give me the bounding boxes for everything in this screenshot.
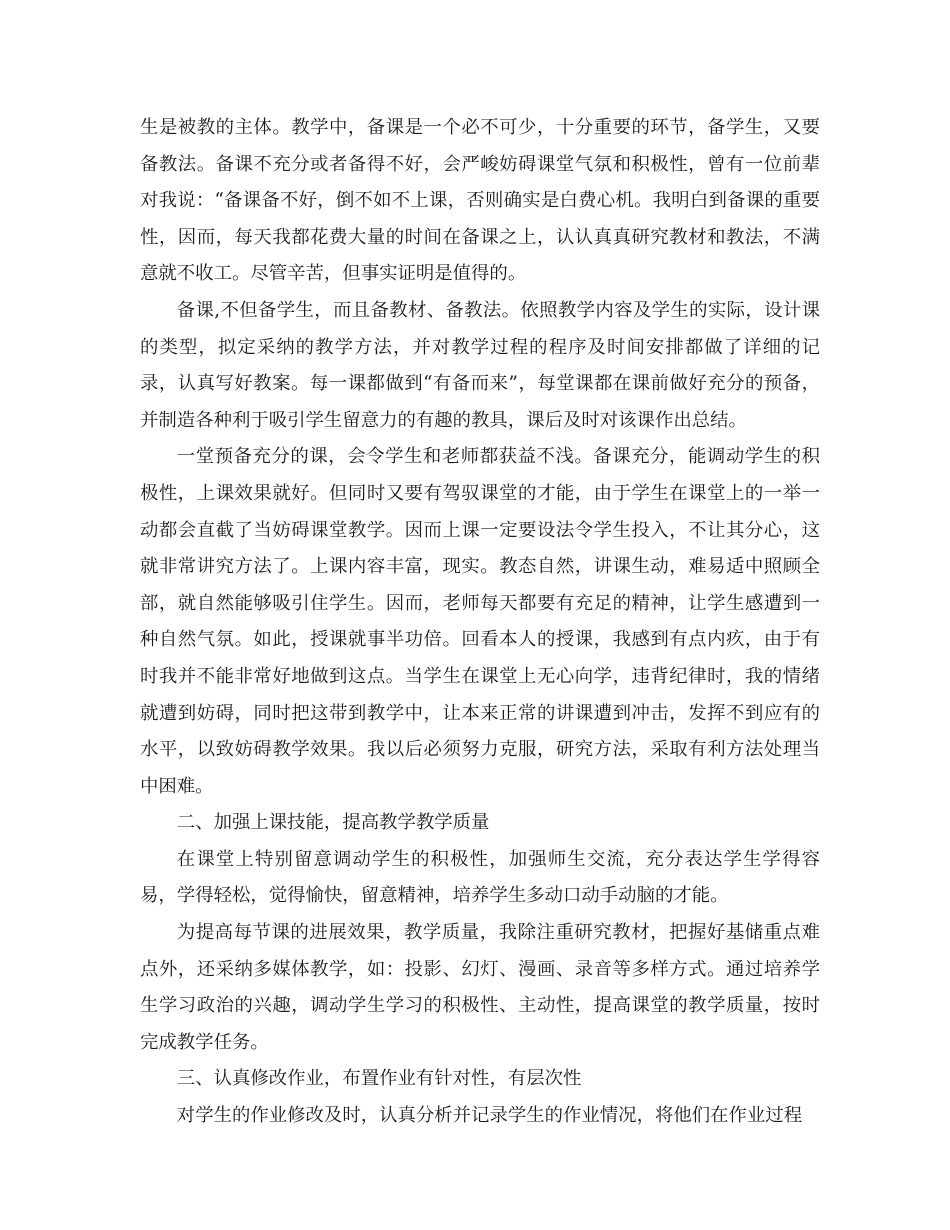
document-body — [140, 110, 820, 1135]
paragraph-engagement: 在课堂上特别留意调动学生的积极性，加强师生交流，充分表达学生学得容易，学得轻松，觉得愉快，留意精神，培养学生多动口动手动脑的才能。 — [140, 848, 820, 907]
paragraph-homework: 对学生的作业修改及时，认真分析并记录学生的作业情况，将他们在作业过程 — [176, 1105, 803, 1127]
paragraph-continuation: 生是被教的主体。教学中，备课是一个必不可少，十分重要的环节，备学生，又要备教法。备课不充分或者备得不好，会严峻妨碍课堂气氛和积极性，曾有一位前辈对我说：“备课备不好，倒不如不上课，否则确实是白费心机。我明白到备课的重要性，因而，每天我都花费大量的时间在备课之上，认认真真研究教材和教法，不满意就不收工。尽管辛苦，但事实证明是值得的。 — [140, 117, 820, 285]
paragraph-multimedia: 为提高每节课的进展效果，教学质量，我除注重研究教材，把握好基储重点难点外，还采纳多媒体教学，如：投影、幻灯、漫画、录音等多样方式。通过培养学生学习政治的兴趣，调动学生学习的积极性、主动性，提高课堂的教学质量，按时完成教学任务。 — [140, 922, 820, 1053]
section-heading-2: 二、加强上课技能，提高教学教学质量 — [176, 812, 490, 834]
paragraph-lesson-prep: 备课,不但备学生，而且备教材、备教法。依照教学内容及学生的实际，设计课的类型，拟定采纳的教学方法，并对教学过程的程序及时间安排都做了详细的记录，认真写好教案。每一课都做到“有备而来”，每堂课都在课前做好充分的预备，并制造各种利于吸引学生留意力的有趣的教具，课后及时对该课作出总结。 — [140, 299, 820, 431]
section-heading-3: 三、认真修改作业，布置作业有针对性，有层次性 — [176, 1068, 582, 1090]
paragraph-classroom: 一堂预备充分的课，会令学生和老师都获益不浅。备课充分，能调动学生的积极性，上课效果就好。但同时又要有驾驭课堂的才能，由于学生在课堂上的一举一动都会直截了当妨碍课堂教学。因而上课一定要设法令学生投入，不让其分心，这就非常讲究方法了。上课内容丰富，现实。教态自然，讲课生动，难易适中照顾全部，就自然能够吸引住学生。因而，老师每天都要有充足的精神，让学生感遭到一种自然气氛。如此，授课就事半功倍。回看本人的授课，我感到有点内疚，由于有时我并不能非常好地做到这点。当学生在课堂上无心向学，违背纪律时，我的情绪就遭到妨碍，同时把这带到教学中，让本来正常的讲课遭到冲击，发挥不到应有的水平，以致妨碍教学效果。我以后必须努力克服，研究方法，采取有利方法处理当中困难。 — [140, 446, 820, 797]
